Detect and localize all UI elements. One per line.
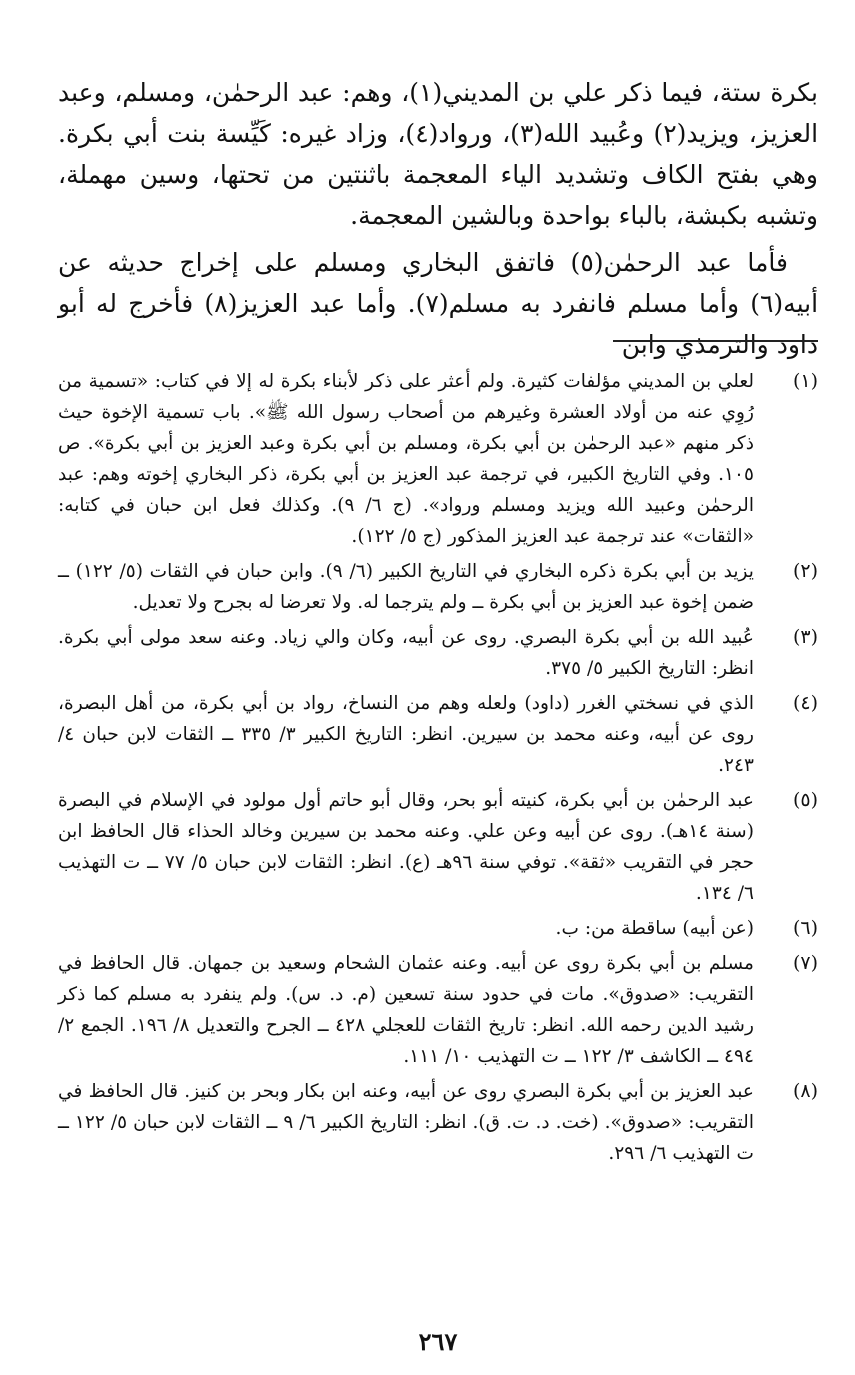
footnote-6 — [58, 913, 818, 944]
footnote-1 — [58, 366, 818, 552]
footnote-3 — [58, 622, 818, 684]
footnote-number: (١) — [792, 370, 818, 392]
footnotes-section — [58, 366, 818, 1173]
main-paragraph-1: بكرة ستة، فيما ذكر علي بن المديني(١)، وهم: عبد الرحمٰن، ومسلم، وعبد العزيز، ويزيد(٢) وعُبيد الله(٣)، ورواد(٤)، وزاد غيره: كَيِّسة بنت أبي بكرة. وهي بفتح الكاف وتشديد الياء المعجمة باثنتين من تحتها، وسين مهملة، وتشبه بكبشة، بالباء بواحدة وبالشين المعجمة. — [58, 78, 819, 230]
book-page — [58, 72, 818, 1362]
footnote-number: (٣) — [792, 626, 818, 648]
footnote-text: مسلم بن أبي بكرة روى عن أبيه. وعنه عثمان الشحام وسعيد بن جمهان. قال الحافظ في التقريب: «صدوق». مات في حدود سنة تسعين (م. د. س). ولم ينفرد به مسلم كما ذكر رشيد الدين رحمه الله. انظر: تاريخ الثقات للعجلي ٤٢٨ ــ الجرح والتعديل ٨/ ١٩٦. الجمع ٢/ ٤٩٤ ــ الكاشف ٣/ ١٢٢ ــ ت التهذيب ١٠/ ١١١. — [58, 953, 754, 1067]
page-number: ٢٦٧ — [418, 1327, 458, 1356]
main-text — [58, 72, 818, 365]
footnote-text: لعلي بن المديني مؤلفات كثيرة. ولم أعثر على ذكر لأبناء بكرة له إلا في كتاب: «تسمية من رُوِي عنه من أولاد العشرة وغيرهم من أصحاب رسول الله ﷺ». باب تسمية الإخوة حيث ذكر منهم «عبد الرحمٰن بن أبي بكرة، ومسلم بن أبي بكرة وعبد العزيز بن أبي بكرة». ص ١٠٥. وفي التاريخ الكبير، في ترجمة عبد العزيز بن أبي بكرة، ذكر البخاري إخوته وهم: عبد الرحمٰن وعبيد الله ويزيد ومسلم ورواد». (ج ٦/ ٩). وكذلك فعل ابن حبان في كتابه: «الثقات» عند ترجمة عبد العزيز المذكور (ج ٥/ ١٢٢). — [58, 371, 754, 547]
footnote-number: (٨) — [792, 1080, 818, 1102]
footnote-text: (عن أبيه) ساقطة من: ب. — [555, 918, 754, 939]
footnote-text: عبد الرحمٰن بن أبي بكرة، كنيته أبو بحر، وقال أبو حاتم أول مولود في الإسلام في البصرة (سنة ١٤هـ). روى عن أبيه وعن علي. وعنه محمد بن سيرين وخالد الحذاء قال الحافظ ابن حجر في التقريب «ثقة». توفي سنة ٩٦هـ (ع). انظر: الثقات لابن حبان ٥/ ٧٧ ــ ت التهذيب ٦/ ١٣٤. — [58, 790, 755, 904]
footnote-5 — [58, 785, 818, 909]
main-paragraph-2: فأما عبد الرحمٰن(٥) فاتفق البخاري ومسلم على إخراج حديثه عن أبيه(٦) وأما مسلم فانفرد به مسلم(٧). وأما عبد العزيز(٨) فأخرج له أبو داود والترمذي وابن — [58, 248, 819, 359]
footnote-text: الذي في نسختي الغرر (داود) ولعله وهم من النساخ، رواد بن أبي بكرة، من أهل البصرة، روى عن أبيه، وعنه محمد بن سيرين. انظر: التاريخ الكبير ٣/ ٣٣٥ ــ الثقات لابن حبان ٤/ ٢٤٣. — [58, 693, 754, 776]
footnote-4 — [58, 688, 818, 781]
footnote-number: (٧) — [792, 952, 818, 974]
footnote-8 — [58, 1076, 818, 1169]
footnote-text: يزيد بن أبي بكرة ذكره البخاري في التاريخ الكبير (٦/ ٩). وابن حبان في الثقات (٥/ ١٢٢) ــ ضمن إخوة عبد العزيز بن أبي بكرة ــ ولم يترجما له. ولا تعرضا له بجرح ولا تعديل. — [58, 561, 754, 613]
footnote-2 — [58, 556, 818, 618]
footnote-divider — [613, 340, 818, 342]
footnote-number: (٢) — [792, 560, 818, 582]
footnote-number: (٤) — [792, 692, 818, 714]
footnote-number: (٦) — [792, 917, 818, 939]
footnote-7 — [58, 948, 818, 1072]
footnote-number: (٥) — [792, 789, 818, 811]
footnote-text: عبد العزيز بن أبي بكرة البصري روى عن أبيه، وعنه ابن بكار وبحر بن كنيز. قال الحافظ في التقريب: «صدوق». (خت. د. ت. ق). انظر: التاريخ الكبير ٦/ ٩ ــ الثقات لابن حبان ٥/ ١٢٢ ــ ت التهذيب ٦/ ٢٩٦. — [58, 1081, 754, 1164]
footnote-text: عُبيد الله بن أبي بكرة البصري. روى عن أبيه، وكان والي زياد. وعنه سعد مولى أبي بكرة. انظر: التاريخ الكبير ٥/ ٣٧٥. — [58, 627, 754, 679]
